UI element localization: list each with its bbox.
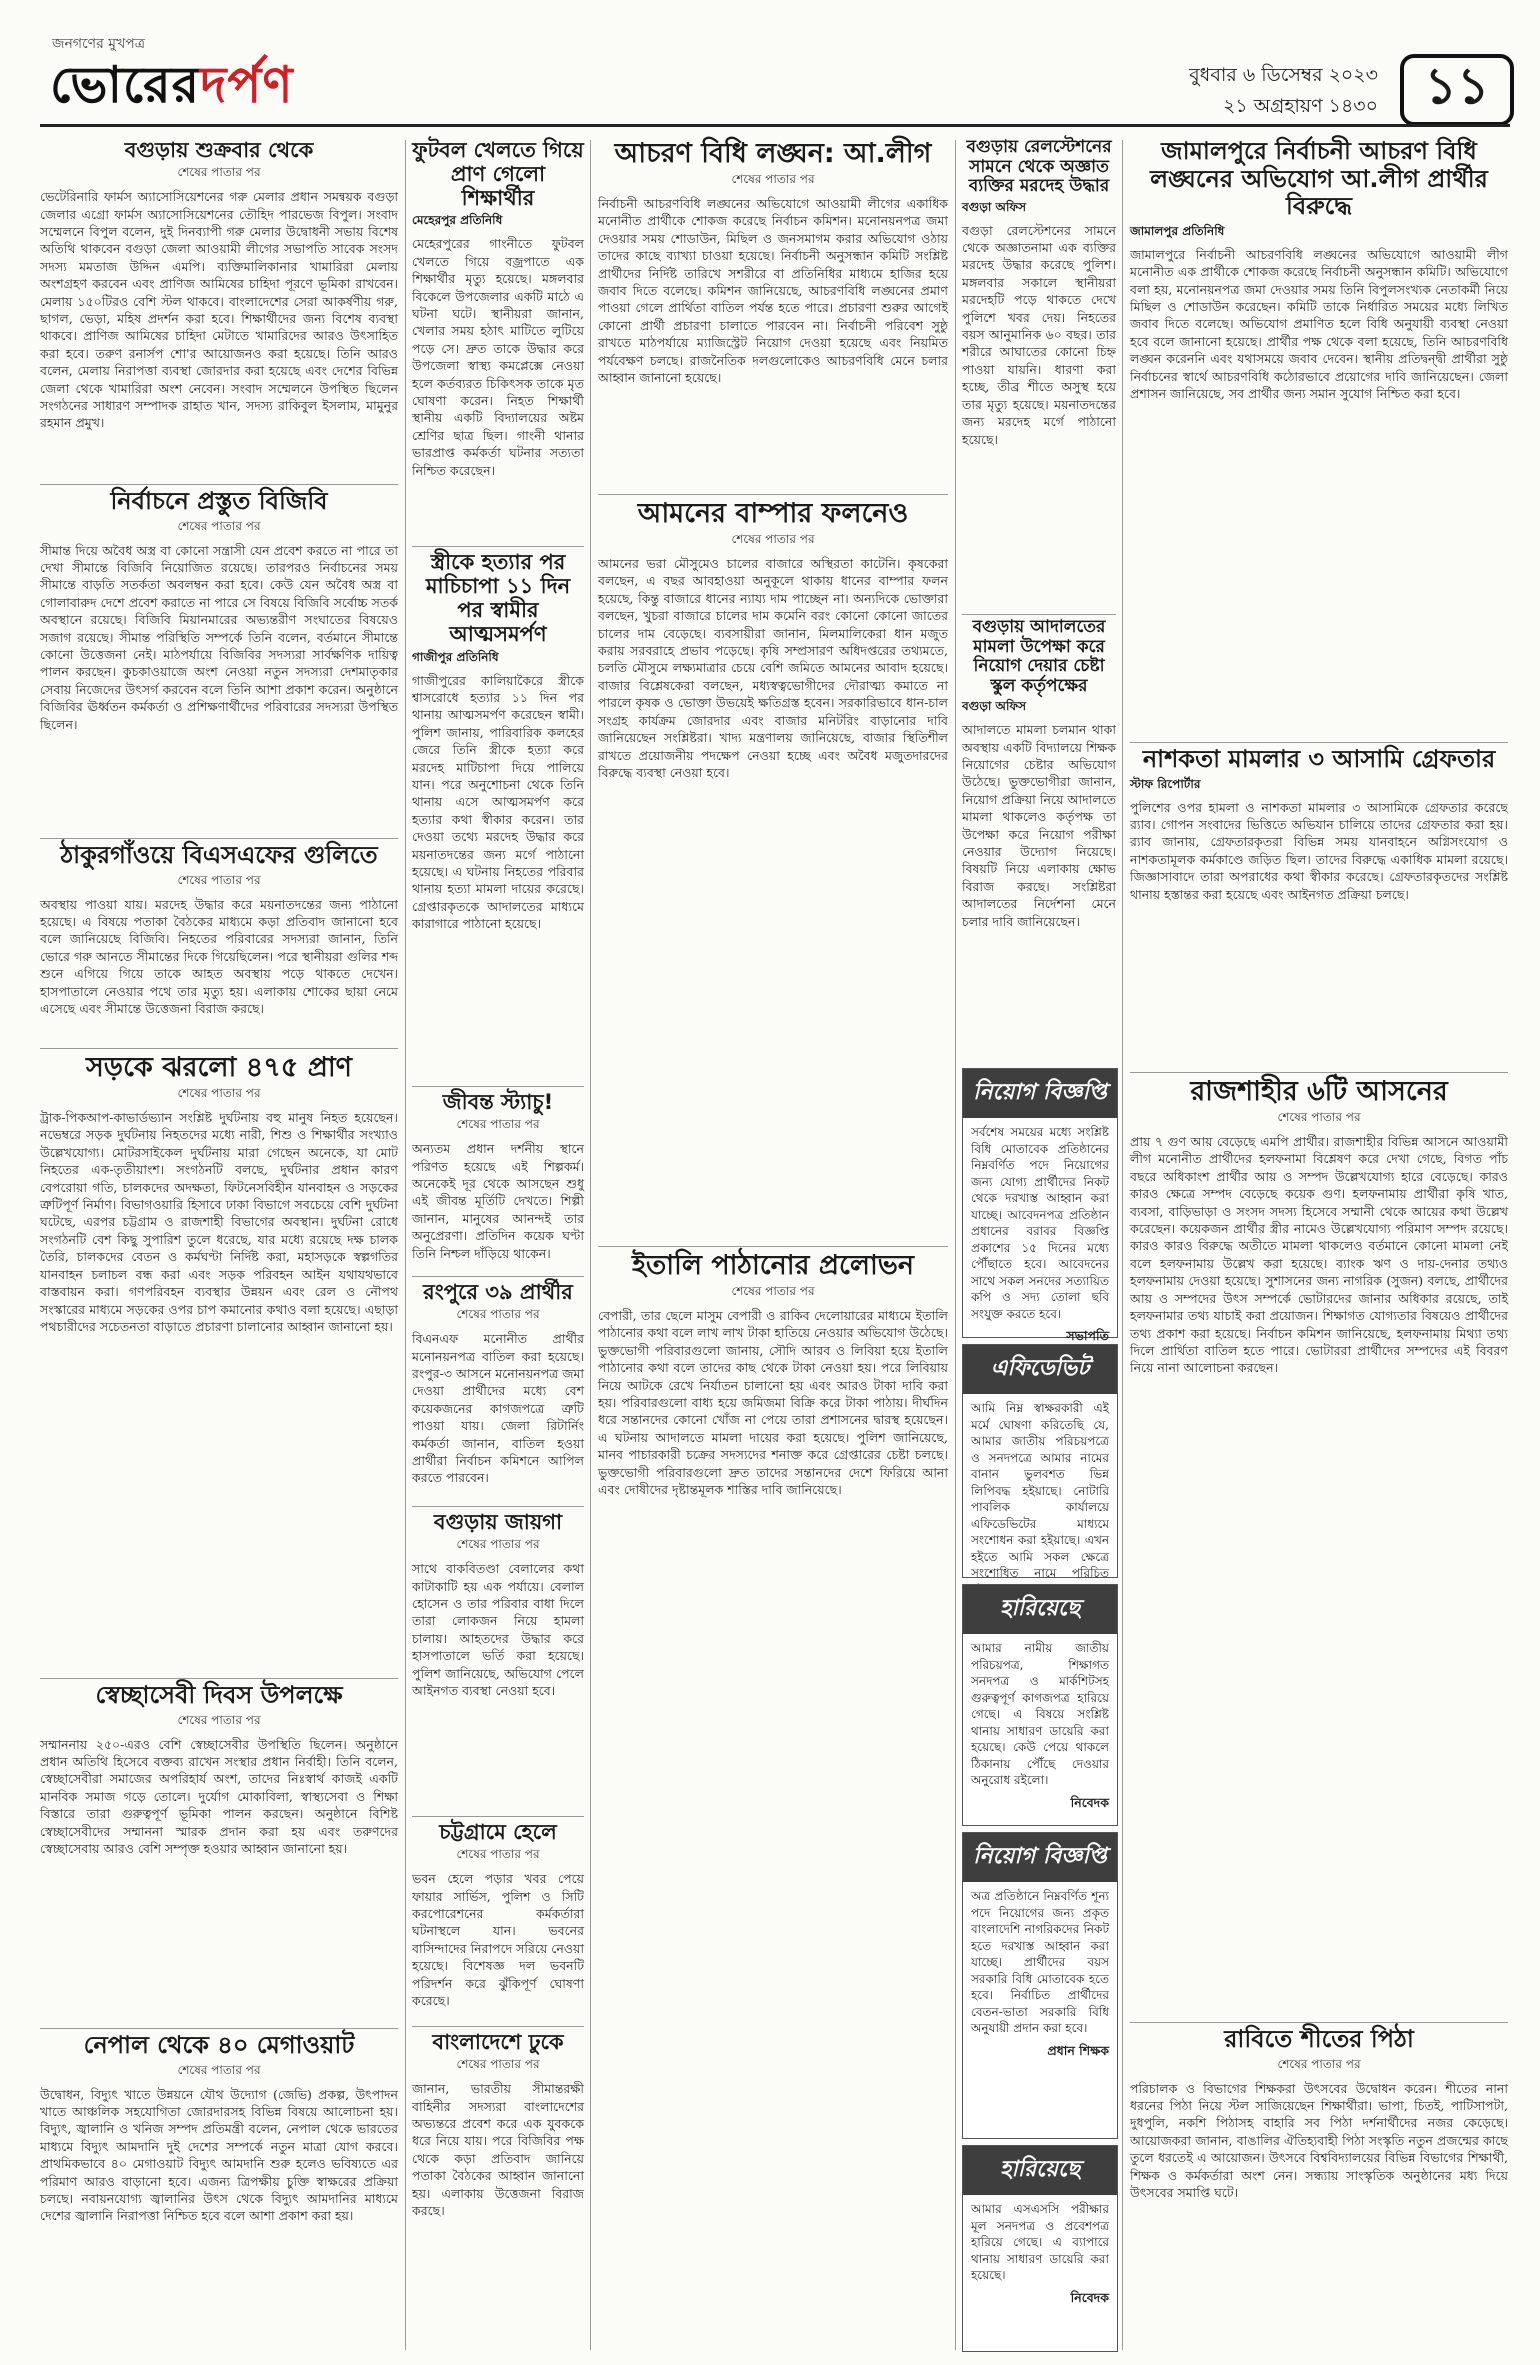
article-body: পরিচালক ও বিভাগের শিক্ষকরা উৎসবের উদ্বোধন করেন। শীতের নানা ধরনের পিঠা নিয়ে স্টল সাজিয়েছেন শিক্ষার্থীরা। ভাপা, চিতই, পাটিসাপটা, দুধপুলি, নকশি পিঠাসহ বাহারি সব পিঠা দর্শনার্থীদের নজর কেড়েছে। আয়োজকরা জানান, বাঙালির ঐতিহ্যবাহী পিঠা সংস্কৃতি নতুন প্রজন্মের কাছে তুলে ধরতেই এ আয়োজন। উৎসবে বিশ্ববিদ্যালয়ের বিভিন্ন বিভাগের শিক্ষার্থী, শিক্ষক ও কর্মকর্তারা অংশ নেন। সন্ধ্যায় সাংস্কৃতিক অনুষ্ঠানের মধ্য দিয়ে উৎসবের সমাপ্তি ঘটে।: [1130, 2080, 1508, 2201]
article-football-student[interactable]: [412, 138, 584, 538]
ad-text: আমি নিম্ন স্বাক্ষরকারী এই মর্মে ঘোষণা করিতেছি যে, আমার জাতীয় পরিচয়পত্রে ও সনদপত্রে আমার নামের বানান ভুলবশত ভিন্ন লিপিবদ্ধ হইয়াছে। নোটারি পাবলিক কার্যালয়ে এফিডেভিটের মাধ্যমে সংশোধন করা হইয়াছে। এখন হইতে আমি সকল ক্ষেত্রে সংশোধিত নামে পরিচিত: [971, 1401, 1109, 1580]
article-body: মেহেরপুরের গাংনীতে ফুটবল খেলতে গিয়ে বজ্রপাতে এক শিক্ষার্থীর মৃত্যু হয়েছে। মঙ্গলবার বিকেলে উপজেলার একটি মাঠে এ ঘটনা ঘটে। স্থানীয়রা জানান, খেলার সময় হঠাৎ মাটিতে লুটিয়ে পড়ে সে। দ্রুত তাকে উদ্ধার করে উপজেলা স্বাস্থ্য কমপ্লেক্সে নেওয়া হলে কর্তব্যরত চিকিৎসক তাকে মৃত ঘোষণা করেন। নিহত শিক্ষার্থী স্থানীয় একটি বিদ্যালয়ের অষ্টম শ্রেণির ছাত্র ছিল। গাংনী থানার ভারপ্রাপ্ত কর্মকর্তা ঘটনার সত্যতা নিশ্চিত করেছেন।: [412, 236, 584, 478]
article-body: বগুড়া রেলস্টেশনের সামনে থেকে অজ্ঞাতনামা এক ব্যক্তির মরদেহ উদ্ধার করেছে পুলিশ। মঙ্গলবার সকালে স্থানীয়রা মরদেহটি পড়ে থাকতে দেখে পুলিশে খবর দেয়। নিহতের বয়স আনুমানিক ৬০ বছর। তার শরীরে আঘাতের কোনো চিহ্ন পাওয়া যায়নি। ধারণা করা হচ্ছে, তীব্র শীতে অসুস্থ হয়ে তার মৃত্যু হয়েছে। ময়নাতদন্তের জন্য মরদেহ মর্গে পাঠানো হয়েছে।: [962, 222, 1116, 447]
continued-label: শেষের পাতার পর: [456, 2057, 540, 2072]
byline: স্টাফ রিপোর্টার: [1130, 776, 1201, 791]
article-living-statue[interactable]: [412, 1090, 584, 1270]
headline: নাশকতা মামলার ৩ আসামি গ্রেফতার: [1142, 745, 1496, 773]
divider: [40, 2028, 398, 2029]
article-body: ট্রাক-পিকআপ-কাভার্ডভ্যান সংশ্লিষ্ট দুর্ঘটনায় বহু মানুষ নিহত হয়েছেন। নভেম্বরে সড়ক দুর্ঘটনায় নিহতদের মধ্যে নারী, শিশু ও শিক্ষার্থীর সংখ্যাও উল্লেখযোগ্য। মোটরসাইকেল দুর্ঘটনায় মারা গেছেন অনেকে, যা মোট নিহতের এক-তৃতীয়াংশ। সংগঠনটি বলছে, দুর্ঘটনার প্রধান কারণ বেপরোয়া গতি, চালকদের অদক্ষতা, ফিটনেসবিহীন যানবাহন ও সড়কের ত্রুটিপূর্ণ নির্মাণ। বিভাগওয়ারি হিসাবে ঢাকা বিভাগে সবচেয়ে বেশি দুর্ঘটনা ঘটেছে, এরপর চট্টগ্রাম ও রাজশাহী বিভাগের অবস্থান। দুর্ঘটনা রোধে সংগঠনটি বেশ কিছু সুপারিশ তুলে ধরেছে, যার মধ্যে রয়েছে দক্ষ চালক তৈরি, চালকদের বেতন ও কর্মঘণ্টা নির্দিষ্ট করা, মহাসড়কে স্বল্পগতির যানবাহন চলাচল বন্ধ করা এবং সড়ক পরিবহন আইন যথাযথভাবে বাস্তবায়ন করা। গণপরিবহন ব্যবস্থার উন্নয়ন এবং রেল ও নৌপথ সংস্কারের মাধ্যমে সড়কের ওপর চাপ কমানোর কথাও বলা হয়েছে। এছাড়া পথচারীদের সচেতনতা বাড়াতে প্রচারণা চালানোর আহ্বান জানানো হয়।: [40, 1110, 398, 1334]
logo-right: দর্পণ: [200, 56, 294, 114]
continued-label: শেষের পাতার পর: [177, 165, 261, 180]
continued-label: শেষের পাতার পর: [456, 1537, 540, 1552]
divider: [40, 484, 398, 485]
continued-label: শেষের পাতার পর: [731, 172, 815, 187]
ad-text: আমার এসএসসি পরীক্ষার মূল সনদপত্র ও প্রবেশপত্র হারিয়ে গেছে। এ ব্যাপারে থানায় সাধারণ ডায়েরি করা হয়েছে।: [971, 2202, 1109, 2282]
byline: বগুড়া অফিস: [962, 199, 1027, 214]
masthead-rule: [40, 124, 1510, 127]
headline: বগুড়ায় আদালতের মামলা উপেক্ষা করে নিয়োগ দেয়ার চেষ্টা স্কুল কর্তৃপক্ষের: [972, 617, 1106, 696]
article-body: নির্বাচনী আচরণবিধি লঙ্ঘনের অভিযোগে আওয়ামী লীগের একাধিক মনোনীত প্রার্থীকে শোকজ করেছে নির্বাচন কমিশন। মনোনয়নপত্র জমা দেওয়ার সময় শোডাউন, মিছিল ও জনসমাগম করার অভিযোগ ওঠায় তাদের কাছে ব্যাখ্যা চাওয়া হয়েছে। নির্বাচনী অনুসন্ধান কমিটি সংশ্লিষ্ট প্রার্থীদের নির্দিষ্ট তারিখে সশরীরে বা প্রতিনিধির মাধ্যমে হাজির হয়ে জবাব দিতে বলেছে। কমিশন জানিয়েছে, আচরণবিধি লঙ্ঘনের প্রমাণ পাওয়া গেলে প্রার্থিতা বাতিল পর্যন্ত হতে পারে। প্রচারণা শুরুর আগেই কোনো প্রার্থী প্রচারণা চালাতে পারবেন না। নির্বাচনী পরিবেশ সুষ্ঠু রাখতে মাঠপর্যায়ে ম্যাজিস্ট্রেট নিয়োগ দেওয়া হয়েছে এবং নিয়মিত পর্যবেক্ষণ চলছে। রাজনৈতিক দলগুলোকেও আচরণবিধি মেনে চলার আহ্বান জানানো হয়েছে।: [598, 196, 948, 386]
headline: রাবিতে শীতের পিঠা: [1224, 2025, 1414, 2053]
divider: [40, 1048, 398, 1049]
ad-banner: হারিয়েছে: [963, 2146, 1117, 2195]
article-body: আদালতে মামলা চলমান থাকা অবস্থায় একটি বিদ্যালয়ে শিক্ষক নিয়োগের চেষ্টার অভিযোগ উঠেছে। ভুক্তভোগীরা জানান, নিয়োগ প্রক্রিয়া নিয়ে আদালতে মামলা থাকলেও কর্তৃপক্ষ তা উপেক্ষা করে নিয়োগ পরীক্ষা নেওয়ার উদ্যোগ নিয়েছে। বিষয়টি নিয়ে এলাকায় ক্ষোভ বিরাজ করছে। সংশ্লিষ্টরা আদালতের নির্দেশনা মেনে চলার দাবি জানিয়েছেন।: [962, 722, 1116, 929]
continued-label: শেষের পাতার পর: [456, 1117, 540, 1132]
ad-recruitment-1[interactable]: [962, 1068, 1118, 1343]
divider: [412, 1086, 584, 1087]
divider: [598, 494, 948, 495]
ad-signature: নিবেদক: [1070, 2289, 1109, 2305]
article-border-entry[interactable]: [412, 2030, 584, 2350]
byline: মেহেরপুর প্রতিনিধি: [412, 213, 503, 228]
newspaper-logo[interactable]: [50, 48, 294, 131]
dateline: [1148, 60, 1378, 122]
byline: জামালপুর প্রতিনিধি: [1130, 223, 1225, 238]
continued-label: শেষের পাতার পর: [456, 1847, 540, 1862]
article-bgb-election[interactable]: [40, 488, 398, 833]
headline: ঠাকুরগাঁওয়ে বিএসএফের গুলিতে: [60, 841, 378, 869]
continued-label: শেষের পাতার পর: [177, 2062, 261, 2077]
ad-banner: নিয়োগ বিজ্ঞপ্তি: [963, 1833, 1117, 1882]
page-number: ১১: [1400, 54, 1514, 126]
article-rajshahi-seats[interactable]: [1130, 1076, 1508, 2016]
headline: আচরণ বিধি লঙ্ঘন: আ.লীগ: [614, 138, 932, 169]
date-bengali: ২১ অগ্রহায়ণ ১৪৩০: [1223, 95, 1378, 117]
divider: [1130, 1072, 1508, 1073]
article-railstation-body[interactable]: [962, 138, 1116, 608]
headline: নেপাল থেকে ৪০ মেগাওয়াট: [83, 2031, 355, 2059]
article-road-deaths[interactable]: [40, 1052, 398, 1672]
column-divider: [405, 140, 406, 2350]
headline: সড়কে ঝরলো ৪৭৫ প্রাণ: [85, 1052, 353, 1083]
headline: রাজশাহীর ৬টি আসনের: [1190, 1076, 1448, 1107]
ad-banner: হারিয়েছে: [963, 1585, 1117, 1634]
continued-label: শেষের পাতার পর: [1277, 2056, 1361, 2071]
continued-label: শেষের পাতার পর: [177, 1086, 261, 1101]
headline: বগুড়ায় জায়গা: [433, 1510, 563, 1534]
column-divider: [955, 140, 956, 2350]
article-body: আমনের ভরা মৌসুমেও চালের বাজারে অস্থিরতা কাটেনি। কৃষকেরা বলছেন, এ বছর আবহাওয়া অনুকূলে থাকায় ধানের বাম্পার ফলন হয়েছে, কিন্তু বাজারে ধানের ন্যায্য দাম পাচ্ছেন না। অন্যদিকে ভোক্তারা বলছেন, খুচরা বাজারে চালের দাম কমেনি বরং কোনো কোনো জাতের চালের দাম বেড়েছে। ব্যবসায়ীরা জানান, মিলমালিকেরা ধান মজুত করায় সরবরাহে প্রভাব পড়েছে। কৃষি সম্প্রসারণ অধিদপ্তরের তথ্যমতে, চলতি মৌসুমে লক্ষ্যমাত্রার চেয়ে বেশি জমিতে আমনের আবাদ হয়েছে। বাজার বিশ্লেষকেরা বলছেন, মধ্যস্বত্বভোগীদের দৌরাত্ম্য কমাতে না পারলে কৃষক ও ভোক্তা উভয়েই ক্ষতিগ্রস্ত হবেন। সরকারিভাবে ধান-চাল সংগ্রহ কার্যক্রম জোরদার এবং বাজার মনিটরিং বাড়ানোর দাবি জানিয়েছেন সংশ্লিষ্টরা। খাদ্য মন্ত্রণালয় জানিয়েছে, বাজার স্থিতিশীল রাখতে প্রয়োজনীয় পদক্ষেপ নেওয়া হচ্ছে এবং অবৈধ মজুতদারদের বিরুদ্ধে ব্যবস্থা নেওয়া হবে।: [598, 556, 948, 780]
article-volunteer-day[interactable]: [40, 1682, 398, 2022]
divider: [1130, 742, 1508, 743]
ad-recruitment-2[interactable]: [962, 1832, 1118, 2139]
ad-text: সর্বশেষ সময়ের মধ্যে সংশ্লিষ্ট বিধি মোতাবেক প্রতিষ্ঠানের নিম্নবর্ণিত পদে নিয়োগের জন্য যোগ্য প্রার্থীদের নিকট থেকে দরখাস্ত আহ্বান করা যাচ্ছে। আবেদনপত্র প্রতিষ্ঠান প্রধানের বরাবর বিজ্ঞপ্তি প্রকাশের ১৫ দিনের মধ্যে পৌঁছাতে হবে। আবেদনের সাথে সকল সনদের সত্যায়িত কপি ও সদ্য তোলা ছবি সংযুক্ত করতে হবে।: [971, 1125, 1109, 1321]
byline: বগুড়া অফিস: [962, 699, 1027, 714]
article-jamalpur-code[interactable]: [1130, 138, 1508, 738]
ad-text: অত্র প্রতিষ্ঠানে নিম্নবর্ণিত শূন্য পদে নিয়োগের জন্য প্রকৃত বাংলাদেশি নাগরিকদের নিকট হতে দরখাস্ত আহ্বান করা যাচ্ছে। প্রার্থীদের বয়স সরকারি বিধি মোতাবেক হতে হবে। নির্বাচিত প্রার্থীদের বেতন-ভাতা সরকারি বিধি অনুযায়ী প্রদান করা হবে।: [971, 1889, 1109, 2035]
ad-lost-2[interactable]: [962, 2145, 1118, 2352]
ad-lost-1[interactable]: [962, 1584, 1118, 1826]
article-wife-murder[interactable]: [412, 550, 584, 1080]
continued-label: শেষের পাতার পর: [1277, 1110, 1361, 1125]
continued-label: শেষের পাতার পর: [177, 518, 261, 533]
headline: বগুড়ায় শুক্রবার থেকে: [124, 138, 314, 162]
masthead: [0, 0, 1540, 118]
ad-text: আমার নামীয় জাতীয় পরিচয়পত্র, শিক্ষাগত সনদপত্র ও মার্কশিটসহ গুরুত্বপূর্ণ কাগজপত্র হারিয়ে গেছে। এ বিষয়ে সংশ্লিষ্ট থানায় সাধারণ ডায়েরি করা হয়েছে। কেউ পেয়ে থাকলে ঠিকানায় পৌঁছে দেওয়ার অনুরোধ রইলো।: [971, 1641, 1109, 1787]
headline: নির্বাচনে প্রস্তুত বিজিবি: [110, 487, 328, 515]
headline: বগুড়ায় রেলস্টেশনের সামনে থেকে অজ্ঞাত ব্যক্তির মরদেহ উদ্ধার: [966, 137, 1112, 197]
divider: [412, 1506, 584, 1507]
article-body: অবস্থায় পাওয়া যায়। মরদেহ উদ্ধার করে ময়নাতদন্তের জন্য পাঠানো হয়েছে। এ বিষয়ে পতাকা বৈঠকের মাধ্যমে কড়া প্রতিবাদ জানানো হবে বলে জানিয়েছে বিজিবি। নিহতের পরিবারের সদস্যরা জানান, তিনি ভোরে গরু আনতে সীমান্তের দিকে গিয়েছিলেন। পরে স্থানীয়রা গুলির শব্দ শুনে এগিয়ে গিয়ে তাকে আহত অবস্থায় পড়ে থাকতে দেখেন। হাসপাতালে নেওয়ার পথে তার মৃত্যু হয়। এলাকায় শোকের ছায়া নেমে এসেছে এবং সীমান্তে উত্তেজনা বিরাজ করছে।: [40, 896, 398, 1017]
divider: [1130, 2022, 1508, 2023]
headline: রংপুরে ৩৯ প্রার্থীর: [423, 1280, 573, 1304]
continued-label: শেষের পাতার পর: [731, 1284, 815, 1299]
continued-label: শেষের পাতার পর: [731, 532, 815, 547]
divider: [40, 1678, 398, 1679]
headline: চট্টগ্রামে হেলে: [439, 1820, 557, 1844]
headline: আমনের বাম্পার ফলনেও: [637, 498, 909, 529]
article-body: বিএনএফ মনোনীত প্রার্থীর মনোনয়নপত্র বাতিল করা হয়েছে। রংপুর-৩ আসনে মনোনয়নপত্র জমা দেওয়া প্রার্থীদের মধ্যে বেশ কয়েকজনের কাগজপত্রে ত্রুটি পাওয়া যায়। জেলা রিটার্নিং কর্মকর্তা জানান, বাতিল হওয়া প্রার্থীরা নির্বাচন কমিশনে আপিল করতে পারবেন।: [412, 1331, 584, 1486]
headline: স্বেচ্ছাসেবী দিবস উপলক্ষে: [95, 1681, 343, 1709]
article-body: জানান, ভারতীয় সীমান্তরক্ষী বাহিনীর সদস্যরা বাংলাদেশের অভ্যন্তরে প্রবেশ করে এক যুবককে ধরে নিয়ে যায়। পরে বিজিবির পক্ষ থেকে কড়া প্রতিবাদ জানিয়ে পতাকা বৈঠকের আহ্বান জানানো হয়। এলাকায় উত্তেজনা বিরাজ করছে।: [412, 2081, 584, 2218]
divider: [962, 614, 1116, 615]
article-italy-lure[interactable]: [598, 1250, 948, 2350]
article-bogura-land[interactable]: [412, 1510, 584, 1810]
article-body: গাজীপুরের কালিয়াকৈরে স্ত্রীকে শ্বাসরোধে হত্যার ১১ দিন পর থানায় আত্মসমর্পণ করেছেন স্বামী। পুলিশ জানায়, পারিবারিক কলহের জেরে তিনি স্ত্রীকে হত্যা করে মরদেহ মাটিচাপা দিয়ে পালিয়ে যান। পরে অনুশোচনা থেকে তিনি থানায় এসে আত্মসমর্পণ করে হত্যার কথা স্বীকার করেন। তার দেওয়া তথ্যে মরদেহ উদ্ধার করে ময়নাতদন্তের জন্য মর্গে পাঠানো হয়েছে। এ ঘটনায় নিহতের পরিবার থানায় হত্যা মামলা দায়ের করেছে। গ্রেপ্তারকৃতকে আদালতের মাধ্যমে কারাগারে পাঠানো হয়েছে।: [412, 672, 584, 932]
column-divider: [590, 140, 591, 2350]
headline: জামালপুরে নির্বাচনী আচরণ বিধি লঙ্ঘনের অভিযোগ আ.লীগ প্রার্থীর বিরুদ্ধে: [1150, 137, 1488, 221]
tagline: জনগণের মুখপত্র: [52, 36, 146, 52]
headline: জীবন্ত স্ট্যাচু!: [442, 1090, 554, 1114]
headline: ইতালি পাঠানোর প্রলোভন: [631, 1250, 915, 1281]
divider: [412, 546, 584, 547]
article-body: প্রায় ৭ গুণ আয় বেড়েছে এমপি প্রার্থীর। রাজশাহীর বিভিন্ন আসনে আওয়ামী লীগ মনোনীত প্রার্থীদের হলফনামা বিশ্লেষণ করে দেখা গেছে, বিগত পাঁচ বছরে অধিকাংশ প্রার্থীর আয় ও সম্পদ উল্লেখযোগ্য হারে বেড়েছে। কারও কারও ক্ষেত্রে সম্পদ বেড়েছে কয়েক গুণ। হলফনামায় প্রার্থীরা কৃষি খাত, ব্যবসা, বাড়িভাড়া ও সংসদ সদস্য হিসেবে সম্মানী থেকে আয়ের কথা উল্লেখ করেছেন। কয়েকজন প্রার্থীর স্ত্রীর নামেও উল্লেখযোগ্য পরিমাণ সম্পদ রয়েছে। কারও কারও বিরুদ্ধে অতীতে মামলা থাকলেও বর্তমানে কোনো মামলা নেই বলে হলফনামায় উল্লেখ করা হয়েছে। ব্যাংক ঋণ ও দায়-দেনার তথ্যও হলফনামায় দেওয়া হয়েছে। সুশাসনের জন্য নাগরিক (সুজন) বলছে, প্রার্থীদের আয় ও সম্পদের উৎস সম্পর্কে ভোটারদের জানার অধিকার রয়েছে, তাই হলফনামার তথ্য যাচাই করা প্রয়োজন। শিক্ষাগত যোগ্যতার বিষয়েও প্রার্থীদের তথ্য প্রকাশ করা হয়েছে। নির্বাচন কমিশন জানিয়েছে, হলফনামায় মিথ্যা তথ্য দিলে প্রার্থিতা বাতিল হতে পারে। ভোটাররা প্রার্থীদের সম্পদের এই বিবরণ নিয়ে নানা আলোচনা করছেন।: [1130, 1134, 1508, 1376]
headline: বাংলাদেশে ঢুকে: [432, 2030, 564, 2054]
article-body: সাথে বাকবিতণ্ডা বেলালের কথা কাটাকাটি হয় এক পর্যায়ে। বেলাল হোসেন ও তার পরিবার বাধা দিলে তারা লোকজন নিয়ে হামলা চালায়। আহতদের উদ্ধার করে হাসপাতালে ভর্তি করা হয়েছে। পুলিশ জানিয়েছে, অভিযোগ পেলে আইনগত ব্যবস্থা নেওয়া হবে।: [412, 1561, 584, 1698]
column-divider: [1122, 140, 1123, 2350]
article-bogura-friday[interactable]: [40, 138, 398, 476]
article-rangpur-candidates[interactable]: [412, 1280, 584, 1500]
article-body: জামালপুরে নির্বাচনী আচরণবিধি লঙ্ঘনের অভিযোগে আওয়ামী লীগ মনোনীত এক প্রার্থীকে শোকজ করেছে নির্বাচনী অনুসন্ধান কমিটি। অভিযোগে বলা হয়, মনোনয়নপত্র জমা দেওয়ার সময় তিনি বিপুলসংখ্যক নেতাকর্মী নিয়ে মিছিল ও শোডাউন করেছেন। কমিটি তাকে নির্ধারিত সময়ের মধ্যে লিখিত জবাব দিতে বলেছে। অভিযোগ প্রমাণিত হলে বিধি অনুযায়ী ব্যবস্থা নেওয়া হবে বলে জানানো হয়েছে। প্রার্থীর পক্ষ থেকে বলা হয়েছে, তিনি আচরণবিধি লঙ্ঘন করেননি এবং যথাসময়ে জবাব দেবেন। স্থানীয় প্রতিদ্বন্দ্বী প্রার্থীরা সুষ্ঠু নির্বাচনের স্বার্থে আচরণবিধি কঠোরভাবে প্রয়োগের দাবি জানিয়েছেন। জেলা প্রশাসন জানিয়েছে, সব প্রার্থীর জন্য সমান সুযোগ নিশ্চিত করা হবে।: [1130, 246, 1508, 402]
ad-signature: প্রধান শিক্ষক: [1047, 2042, 1109, 2058]
article-awami-code-violation[interactable]: [598, 138, 948, 488]
date-gregorian: বুধবার ৬ ডিসেম্বর ২০২৩: [1189, 64, 1378, 86]
ad-signature: সভাপতি: [1066, 1328, 1109, 1343]
divider: [412, 1816, 584, 1817]
ad-signature: নিবেদক: [1070, 1794, 1109, 1810]
article-body: ভেটেরিনারি ফার্মস অ্যাসোসিয়েশনের গরু মেলার প্রধান সমন্বয়ক বগুড়া জেলার এগ্রো ফার্মস অ্যাসোসিয়েশনের তৌহিদ পারভেজ বিপুল। সংবাদ সম্মেলনে বিপুল বলেন, দুই দিনব্যাপী গরু মেলার উদ্বোধনী সভায় বিশেষ অতিথি থাকবেন বগুড়া জেলা আওয়ামী লীগের সভাপতি সাবেক সংসদ সদস্য মমতাজ উদ্দিন এমপি। ব্যক্তিমালিকানার খামারিরা মেলায় অংশগ্রহণ করবেন এবং প্রাণিজ আমিষের চাহিদা পূরণে ভূমিকা রাখবেন। মেলায় ১৫০টিরও বেশি স্টল থাকবে। বাংলাদেশের সেরা আকর্ষণীয় গরু, ছাগল, ভেড়া, মহিষ প্রদর্শন করা হবে। শিক্ষার্থীদের জন্য বিশেষ ব্যবস্থা থাকবে। প্রাণিজ আমিষের চাহিদা মেটাতে খামারিদের আরও উৎসাহিত করা হবে। তরুণ রনার্সপ শো'র আয়োজনও করা হয়েছে। তিনি আরও বলেন, মেলায় নিরাপত্তা ব্যবস্থা জোরদার করা হয়েছে এবং দেশের বিভিন্ন জেলা থেকে খামারিরা অংশ নেবেন। সংবাদ সম্মেলনে উপস্থিত ছিলেন সংগঠনের সাধারণ সম্পাদক রাহাত খান, সদস্য রাকিবুল ইসলাম, মামুনুর রহমান প্রমুখ।: [40, 189, 398, 431]
divider: [412, 2026, 584, 2027]
divider: [598, 1246, 948, 1247]
byline: গাজীপুর প্রতিনিধি: [412, 649, 499, 664]
headline: ফুটবল খেলতে গিয়ে প্রাণ গেলো শিক্ষার্থীর: [412, 138, 584, 211]
continued-label: শেষের পাতার পর: [177, 1712, 261, 1727]
article-sabotage-arrest[interactable]: [1130, 746, 1508, 1066]
article-chattogram-building[interactable]: [412, 1820, 584, 2020]
ad-affidavit[interactable]: [962, 1344, 1118, 1578]
article-body: সীমান্ত দিয়ে অবৈধ অস্ত্র বা কোনো সন্ত্রাসী যেন প্রবেশ করতে না পারে তা দেখা সীমান্তে বিজিবি নিয়োজিত রয়েছে। তারপরও নির্বাচনের সময় সীমান্তে বাড়তি সতর্কতা অবলম্বন করা হবে। কেউ যেন অবৈধ অস্ত্র বা গোলাবারুদ দেশে প্রবেশ করাতে না পারে সে বিষয়ে বিজিবি সর্বোচ্চ সতর্ক অবস্থানে রয়েছে। বিজিবি মিয়ানমারের অভ্যন্তরীণ সংঘাতের বিষয়েও সজাগ রয়েছে। সীমান্ত পরিস্থিতি সম্পর্কে তিনি বলেন, বর্তমানে সীমান্তে কোনো উত্তেজনা নেই। মাঠপর্যায়ে বিজিবির সদস্যরা সার্বক্ষণিক দায়িত্ব পালন করছেন। কুচকাওয়াজে অংশ নেওয়া নতুন সদস্যরা দেশমাতৃকার সেবায় নিজেদের উৎসর্গ করবেন বলে তিনি আশা প্রকাশ করেন। অনুষ্ঠানে বিজিবির ঊর্ধ্বতন কর্মকর্তা ও প্রশিক্ষণার্থীদের পরিবারের সদস্যরা উপস্থিত ছিলেন।: [40, 542, 398, 732]
article-body: অন্যতম প্রধান দর্শনীয় স্থানে পরিণত হয়েছে এই শিল্পকর্ম। অনেকেই দূর থেকে আসছেন শুধু এই জীবন্ত মূর্তিটি দেখতে। শিল্পী জানান, মানুষের আনন্দই তার অনুপ্রেরণা। প্রতিদিন কয়েক ঘণ্টা তিনি নিশ্চল দাঁড়িয়ে থাকেন।: [412, 1141, 584, 1261]
logo-left: ভোরের: [50, 56, 201, 114]
article-body: উদ্বোধন, বিদ্যুৎ খাতে উন্নয়নে যৌথ উদ্যোগ (জেভি) প্রকল্প, উৎপাদন খাতে আঞ্চলিক সহযোগিতা জোরদারসহ বিভিন্ন বিষয়ে আলোচনা হয়। বিদ্যুৎ, জ্বালানি ও খনিজ সম্পদ প্রতিমন্ত্রী বলেন, নেপাল থেকে ভারতের মাধ্যমে বিদ্যুৎ আমদানি দুই দেশের সম্পর্কে নতুন মাত্রা যোগ করবে। প্রাথমিকভাবে ৪০ মেগাওয়াট বিদ্যুৎ আমদানি শুরু হলেও ভবিষ্যতে এর পরিমাণ আরও বাড়ানো হবে। এজন্য ত্রিপক্ষীয় চুক্তি স্বাক্ষরের প্রক্রিয়া চলছে। নবায়নযোগ্য জ্বালানির উৎস থেকে বিদ্যুৎ আমদানির মাধ্যমে দেশের জ্বালানি নিরাপত্তা নিশ্চিত হবে বলে আশা প্রকাশ করা হয়।: [40, 2086, 398, 2224]
divider: [40, 838, 398, 839]
ad-banner: নিয়োগ বিজ্ঞপ্তি: [963, 1069, 1117, 1118]
continued-label: শেষের পাতার পর: [456, 1307, 540, 1322]
article-aman-harvest[interactable]: [598, 498, 948, 1238]
ad-banner: এফিডেভিট: [963, 1345, 1117, 1394]
divider: [412, 1276, 584, 1277]
continued-label: শেষের পাতার পর: [177, 872, 261, 887]
article-rabi-pitha[interactable]: [1130, 2026, 1508, 2350]
article-nepal-power[interactable]: [40, 2032, 398, 2350]
article-body: বেপারী, তার ছেলে মাসুম বেপারী ও রাকিব দেলোয়ারের মাধ্যমে ইতালি পাঠানোর কথা বলে লাখ লাখ টাকা হাতিয়ে নেওয়ার অভিযোগ উঠেছে। ভুক্তভোগী পরিবারগুলো জানায়, সৌদি আরব ও লিবিয়া হয়ে ইতালি পাঠানোর কথা বলে তাদের কাছ থেকে টাকা নেওয়া হয়। পরে লিবিয়ায় নিয়ে আটকে রেখে নির্যাতন চালানো হয় এবং আরও টাকা দাবি করা হয়। পরিবারগুলো বাধ্য হয়ে জমিজমা বিক্রি করে টাকা পাঠায়। দীর্ঘদিন ধরে সন্তানদের কোনো খোঁজ না পেয়ে তারা প্রশাসনের দ্বারস্থ হয়েছেন। এ ঘটনায় আদালতে মামলা দায়ের করা হয়েছে। পুলিশ জানিয়েছে, মানব পাচারকারী চক্রের সদস্যদের শনাক্ত করে গ্রেপ্তারের চেষ্টা চলছে। ভুক্তভোগী পরিবারগুলো দ্রুত তাদের সন্তানদের দেশে ফিরিয়ে আনা এবং দোষীদের দৃষ্টান্তমূলক শাস্তির দাবি জানিয়েছে।: [598, 1308, 948, 1498]
article-body: পুলিশের ওপর হামলা ও নাশকতা মামলার ৩ আসামিকে গ্রেফতার করেছে র‌্যাব। গোপন সংবাদের ভিত্তিতে অভিযান চালিয়ে তাদের গ্রেফতার করা হয়। র‌্যাব জানায়, গ্রেফতারকৃতরা বিভিন্ন সময় যানবাহনে অগ্নিসংযোগ ও নাশকতামূলক কর্মকাণ্ডে জড়িত ছিল। তাদের বিরুদ্ধে একাধিক মামলা রয়েছে। জিজ্ঞাসাবাদে তারা অপরাধের কথা স্বীকার করেছে। গ্রেফতারকৃতদের সংশ্লিষ্ট থানায় হস্তান্তর করা হয়েছে এবং আইনগত প্রক্রিয়া চলছে।: [1130, 799, 1508, 902]
headline: স্ত্রীকে হত্যার পর মাচিচাপা ১১ দিন পর স্বামীর আত্মসমর্পণ: [425, 550, 571, 647]
article-thakurgaon-bsf[interactable]: [40, 842, 398, 1042]
article-body: সম্মাননায় ২৫০-এরও বেশি স্বেচ্ছাসেবীর উপস্থিতি ছিলেন। অনুষ্ঠানে প্রধান অতিথি হিসেবে বক্তব্য রাখেন সংস্থার প্রধান নির্বাহী। তিনি বলেন, স্বেচ্ছাসেবীরা সমাজের অপরিহার্য অংশ, তাদের নিঃস্বার্থ কাজই একটি মানবিক সমাজ গড়ে তোলে। দুর্যোগ মোকাবিলা, স্বাস্থ্যসেবা ও শিক্ষা বিস্তারে তারা গুরুত্বপূর্ণ ভূমিকা পালন করছেন। অনুষ্ঠানে বিশিষ্ট স্বেচ্ছাসেবীদের সম্মাননা স্মারক প্রদান করা হয় এবং তরুণদের স্বেচ্ছাসেবায় আরও বেশি সম্পৃক্ত হওয়ার আহ্বান জানানো হয়।: [40, 1736, 398, 1857]
article-body: ভবন হেলে পড়ার খবর পেয়ে ফায়ার সার্ভিস, পুলিশ ও সিটি করপোরেশনের কর্মকর্তারা ঘটনাস্থলে যান। ভবনের বাসিন্দাদের নিরাপদে সরিয়ে নেওয়া হয়েছে। বিশেষজ্ঞ দল ভবনটি পরিদর্শন করে ঝুঁকিপূর্ণ ঘোষণা করেছে।: [412, 1871, 584, 2008]
article-school-appointment[interactable]: [962, 618, 1116, 1058]
